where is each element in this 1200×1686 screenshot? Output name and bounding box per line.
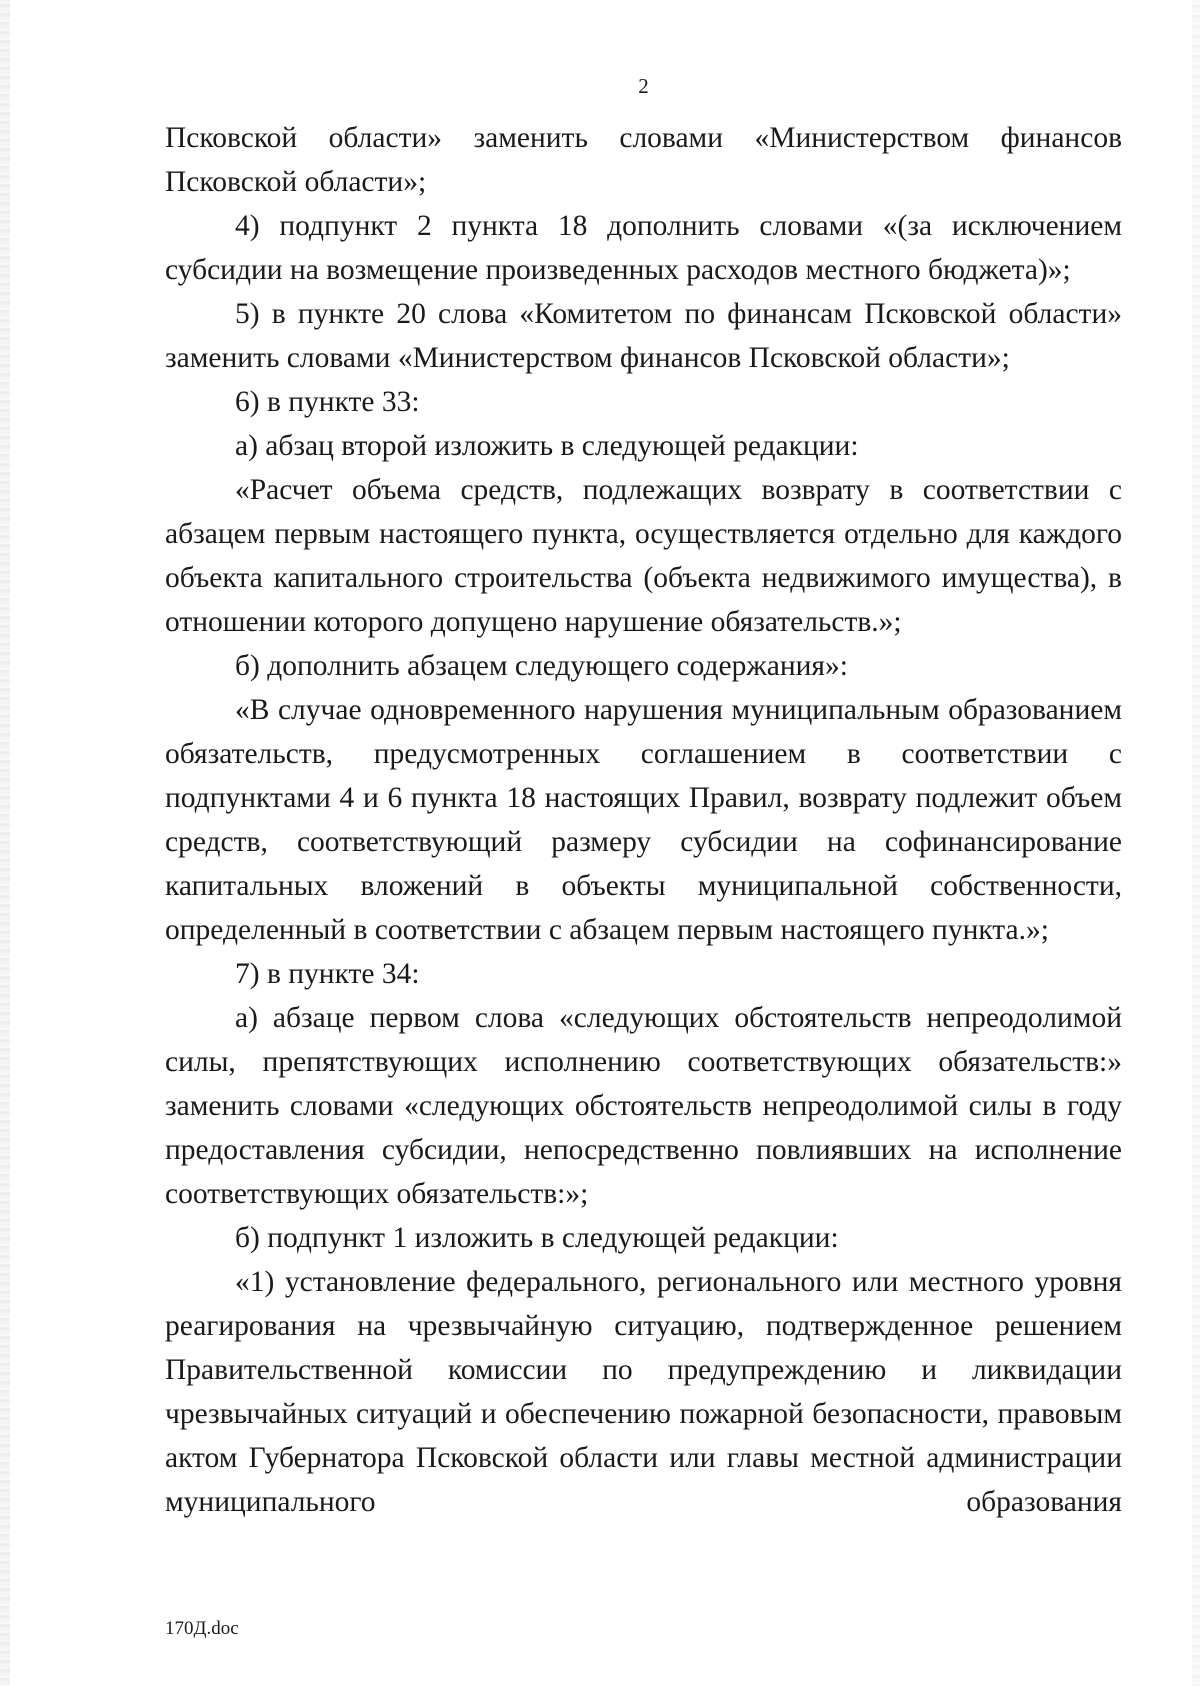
document-body — [165, 116, 1122, 1524]
paragraph: б) подпункт 1 изложить в следующей редакции: — [235, 1222, 839, 1254]
scan-edge-left — [0, 0, 10, 1686]
page-number: 2 — [638, 74, 649, 98]
paragraph: а) абзаце первом слова «следующих обстоятельств непреодолимой силы, препятствующих исполнению соответствующих обязательств:» заменить словами «следующих обстоятельств непреодолимой силы в году предоставления субсидии, непосредственно повлиявших на исполнение соответствующих обязательств:»; — [165, 1002, 1122, 1210]
paragraph: б) дополнить абзацем следующего содержания»: — [235, 650, 848, 682]
paragraph: 7) в пункте 34: — [235, 958, 420, 990]
paragraph: 6) в пункте 33: — [235, 386, 420, 418]
paragraph: а) абзац второй изложить в следующей редакции: — [235, 430, 859, 462]
paragraph: 4) подпункт 2 пункта 18 дополнить словами «(за исключением субсидии на возмещение произведенных расходов местного бюджета)»; — [165, 210, 1122, 286]
paragraph: 5) в пункте 20 слова «Комитетом по финансам Псковской области» заменить словами «Министерством финансов Псковской области»; — [165, 298, 1122, 374]
paragraph: «В случае одновременного нарушения муниципальным образованием обязательств, предусмотренных соглашением в соответствии с подпунктами 4 и 6 пункта 18 настоящих Правил, возврату подлежит объем средств, соответствующий размеру субсидии на софинансирование капитальных вложений в объекты муниципальной собственности, определенный в соответствии с абзацем первым настоящего пункта.»; — [165, 694, 1122, 946]
paragraph: «1) установление федерального, регионального или местного уровня реагирования на чрезвычайную ситуацию, подтвержденное решением Правительственной комиссии по предупреждению и ликвидации чрезвычайных ситуаций и обеспечению пожарной безопасности, правовым актом Губернатора Псковской области или главы местной администрации муниципального образования — [165, 1266, 1122, 1518]
scan-edge-right — [1192, 0, 1200, 1686]
paragraph: Псковской области» заменить словами «Министерством финансов Псковской области»; — [165, 122, 1122, 198]
paragraph: «Расчет объема средств, подлежащих возврату в соответствии с абзацем первым настоящего пункта, осуществляется отдельно для каждого объекта капитального строительства (объекта недвижимого имущества), в отношении которого допущено нарушение обязательств.»; — [165, 474, 1122, 638]
file-name-footer: 170Д.doc — [165, 1618, 239, 1639]
